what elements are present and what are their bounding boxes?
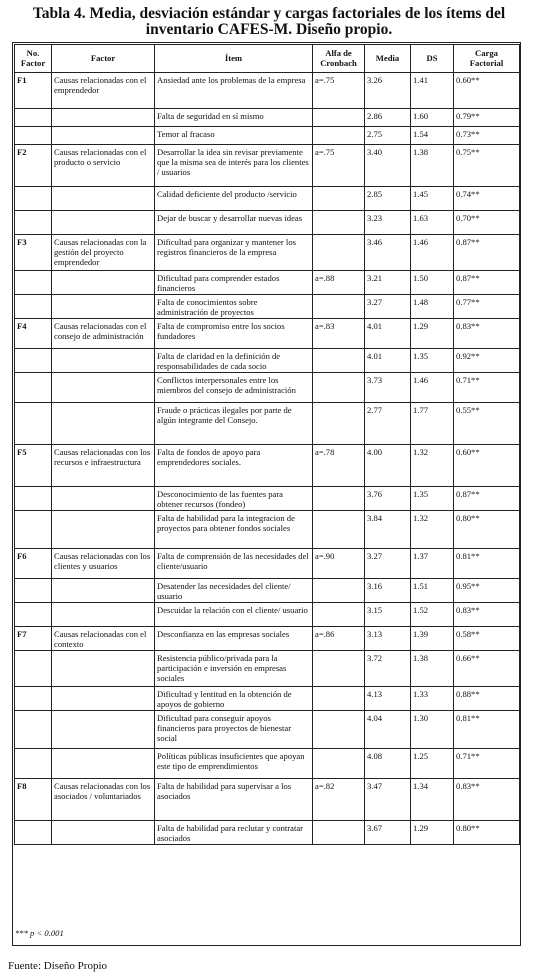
cell-carga: 0.73** — [454, 127, 520, 145]
cell-factor-number: F3 — [15, 235, 52, 271]
cell-media: 3.27 — [365, 549, 411, 579]
cell-ds: 1.77 — [411, 403, 454, 445]
table-row — [15, 403, 520, 445]
cell-item: Desatender las necesidades del cliente/ usuario — [155, 579, 313, 603]
cell-item: Desarrollar la idea sin revisar previamente que la misma sea de interés para los clientes / usuarios — [155, 145, 313, 187]
header-ds: DS — [411, 45, 454, 73]
cell-item: Descuidar la relación con el cliente/ usuario — [155, 603, 313, 627]
cell-factor-number — [15, 295, 52, 319]
cell-item: Resistencia público/privada para la participación e inversión en empresas sociales — [155, 651, 313, 687]
cell-media: 2.77 — [365, 403, 411, 445]
cell-media: 4.08 — [365, 749, 411, 779]
cell-factor-name — [52, 349, 155, 373]
cell-item: Desconocimiento de las fuentes para obtener recursos (fondeo) — [155, 487, 313, 511]
cell-item: Dificultad para conseguir apoyos financieros para proyectos de bienestar social — [155, 711, 313, 749]
cell-media: 2.75 — [365, 127, 411, 145]
cell-item: Fraude o prácticas ilegales por parte de algún integrante del Consejo. — [155, 403, 313, 445]
cell-factor-name — [52, 187, 155, 211]
cell-media: 4.04 — [365, 711, 411, 749]
cell-item: Falta de seguridad en sí mismo — [155, 109, 313, 127]
cell-factor-number — [15, 373, 52, 403]
cell-media: 3.27 — [365, 295, 411, 319]
cell-carga: 0.87** — [454, 235, 520, 271]
table-row — [15, 749, 520, 779]
cell-factor-number — [15, 821, 52, 845]
cell-factor-number: F4 — [15, 319, 52, 349]
cell-media: 3.26 — [365, 73, 411, 109]
cell-alfa — [313, 487, 365, 511]
table-row — [15, 145, 520, 187]
cell-factor-name — [52, 403, 155, 445]
cell-factor-name — [52, 651, 155, 687]
cell-factor-name — [52, 603, 155, 627]
cell-ds: 1.29 — [411, 319, 454, 349]
cell-factor-name — [52, 295, 155, 319]
cell-carga: 0.87** — [454, 271, 520, 295]
cell-alfa: a=.88 — [313, 271, 365, 295]
cell-factor-number: F5 — [15, 445, 52, 487]
cell-factor-number — [15, 187, 52, 211]
cell-carga: 0.66** — [454, 651, 520, 687]
cell-alfa — [313, 127, 365, 145]
cell-carga: 0.60** — [454, 445, 520, 487]
cell-carga: 0.95** — [454, 579, 520, 603]
cell-carga: 0.88** — [454, 687, 520, 711]
cell-factor-number — [15, 711, 52, 749]
table-row — [15, 603, 520, 627]
cell-factor-number — [15, 651, 52, 687]
table-row — [15, 235, 520, 271]
cell-factor-name: Causas relacionadas con el consejo de administración — [52, 319, 155, 349]
cell-carga: 0.77** — [454, 295, 520, 319]
cell-alfa: a=.86 — [313, 627, 365, 651]
cell-alfa — [313, 711, 365, 749]
significance-note: *** p < 0.001 — [15, 928, 64, 938]
cell-alfa — [313, 349, 365, 373]
table-body — [15, 73, 520, 845]
cell-factor-name: Causas relacionadas con el contexto — [52, 627, 155, 651]
cell-ds: 1.35 — [411, 487, 454, 511]
cell-ds: 1.46 — [411, 373, 454, 403]
cell-alfa — [313, 187, 365, 211]
cell-carga: 0.83** — [454, 319, 520, 349]
cell-alfa: a=.90 — [313, 549, 365, 579]
cell-factor-name: Causas relacionadas con el emprendedor — [52, 73, 155, 109]
cell-ds: 1.51 — [411, 579, 454, 603]
cell-item: Desconfianza en las empresas sociales — [155, 627, 313, 651]
cell-media: 3.84 — [365, 511, 411, 549]
cell-media: 3.47 — [365, 779, 411, 821]
cell-alfa: a=.82 — [313, 779, 365, 821]
cell-alfa — [313, 687, 365, 711]
cell-factor-name: Causas relacionadas con los clientes y usuarios — [52, 549, 155, 579]
cell-factor-name — [52, 821, 155, 845]
cell-carga: 0.81** — [454, 549, 520, 579]
cell-ds: 1.46 — [411, 235, 454, 271]
cell-ds: 1.29 — [411, 821, 454, 845]
table-row — [15, 187, 520, 211]
cell-alfa: a=.78 — [313, 445, 365, 487]
table-row — [15, 579, 520, 603]
cell-factor-number — [15, 511, 52, 549]
table-row — [15, 295, 520, 319]
cell-factor-name — [52, 687, 155, 711]
cell-alfa — [313, 511, 365, 549]
cell-factor-number: F1 — [15, 73, 52, 109]
cell-carga: 0.79** — [454, 109, 520, 127]
cell-alfa — [313, 109, 365, 127]
cell-media: 3.40 — [365, 145, 411, 187]
cell-factor-number — [15, 403, 52, 445]
table-row — [15, 211, 520, 235]
cell-factor-number — [15, 127, 52, 145]
cell-media: 4.01 — [365, 319, 411, 349]
cell-factor-name: Causas relacionadas con el producto o servicio — [52, 145, 155, 187]
cell-ds: 1.45 — [411, 187, 454, 211]
cell-carga: 0.80** — [454, 511, 520, 549]
cell-item: Falta de comprensión de las necesidades del cliente/usuario — [155, 549, 313, 579]
table-row — [15, 487, 520, 511]
cell-item: Políticas públicas insuficientes que apoyan este tipo de emprendimientos — [155, 749, 313, 779]
cell-ds: 1.48 — [411, 295, 454, 319]
cell-media: 3.72 — [365, 651, 411, 687]
cell-media: 3.23 — [365, 211, 411, 235]
cell-item: Falta de habilidad para supervisar a los asociados — [155, 779, 313, 821]
cell-alfa: a=.75 — [313, 145, 365, 187]
cell-media: 3.73 — [365, 373, 411, 403]
table-row — [15, 711, 520, 749]
cell-item: Temor al fracaso — [155, 127, 313, 145]
cell-factor-number: F8 — [15, 779, 52, 821]
cell-item: Calidad deficiente del producto /servicio — [155, 187, 313, 211]
table-row — [15, 109, 520, 127]
cell-factor-name — [52, 211, 155, 235]
cell-factor-name — [52, 711, 155, 749]
cell-media: 4.13 — [365, 687, 411, 711]
table-row — [15, 271, 520, 295]
table-row — [15, 651, 520, 687]
cell-media: 3.21 — [365, 271, 411, 295]
cell-carga: 0.83** — [454, 779, 520, 821]
table-header-row — [15, 45, 520, 73]
cell-alfa — [313, 603, 365, 627]
cell-item: Dejar de buscar y desarrollar nuevas ideas — [155, 211, 313, 235]
cell-media: 4.01 — [365, 349, 411, 373]
cell-media: 3.46 — [365, 235, 411, 271]
cell-item: Falta de claridad en la definición de responsabilidades de cada socio — [155, 349, 313, 373]
header-no-factor: No. Factor — [15, 45, 52, 73]
cell-factor-number — [15, 109, 52, 127]
table-title-line-2: inventario CAFES-M. Diseño propio. — [145, 21, 393, 38]
table-row — [15, 319, 520, 349]
table-title-line-1: Tabla 4. Media, desviación estándar y cargas factoriales de los ítems del — [32, 5, 506, 22]
cell-factor-number: F7 — [15, 627, 52, 651]
header-media: Media — [365, 45, 411, 73]
cell-factor-name — [52, 373, 155, 403]
cell-factor-name — [52, 127, 155, 145]
table-row — [15, 687, 520, 711]
cell-ds: 1.38 — [411, 145, 454, 187]
cell-ds: 1.38 — [411, 651, 454, 687]
cell-alfa — [313, 651, 365, 687]
cell-item: Dificultad y lentitud en la obtención de apoyos de gobierno — [155, 687, 313, 711]
cell-factor-name: Causas relacionadas con los recursos e infraestructura — [52, 445, 155, 487]
cell-alfa — [313, 211, 365, 235]
cell-media: 3.16 — [365, 579, 411, 603]
cell-factor-number: F2 — [15, 145, 52, 187]
table-row — [15, 511, 520, 549]
cell-factor-number — [15, 603, 52, 627]
cell-factor-name — [52, 579, 155, 603]
table-title — [4, 6, 534, 38]
cell-ds: 1.32 — [411, 445, 454, 487]
cell-factor-number — [15, 271, 52, 295]
cell-item: Dificultad para comprender estados financieros — [155, 271, 313, 295]
header-carga: Carga Factorial — [454, 45, 520, 73]
cell-alfa — [313, 403, 365, 445]
cell-ds: 1.54 — [411, 127, 454, 145]
cell-media: 2.85 — [365, 187, 411, 211]
table-row — [15, 627, 520, 651]
cell-carga: 0.74** — [454, 187, 520, 211]
cell-media: 3.67 — [365, 821, 411, 845]
cell-factor-number — [15, 687, 52, 711]
cell-media: 3.13 — [365, 627, 411, 651]
cell-carga: 0.71** — [454, 749, 520, 779]
cell-ds: 1.25 — [411, 749, 454, 779]
cell-item: Falta de habilidad para reclutar y contratar asociados — [155, 821, 313, 845]
cell-factor-name — [52, 271, 155, 295]
cell-media: 2.86 — [365, 109, 411, 127]
cell-media: 3.15 — [365, 603, 411, 627]
cell-item: Falta de habilidad para la integracion de proyectos para obtener fondos sociales — [155, 511, 313, 549]
cell-carga: 0.80** — [454, 821, 520, 845]
cell-carga: 0.55** — [454, 403, 520, 445]
cell-alfa — [313, 235, 365, 271]
factor-loadings-table — [14, 44, 520, 845]
cell-carga: 0.87** — [454, 487, 520, 511]
cell-ds: 1.34 — [411, 779, 454, 821]
table-row — [15, 373, 520, 403]
cell-factor-number — [15, 349, 52, 373]
cell-carga: 0.58** — [454, 627, 520, 651]
cell-ds: 1.52 — [411, 603, 454, 627]
cell-alfa: a=.75 — [313, 73, 365, 109]
cell-factor-number — [15, 579, 52, 603]
cell-alfa — [313, 373, 365, 403]
cell-factor-name — [52, 109, 155, 127]
cell-factor-number: F6 — [15, 549, 52, 579]
header-factor: Factor — [52, 45, 155, 73]
cell-alfa — [313, 295, 365, 319]
table-row — [15, 127, 520, 145]
cell-factor-name — [52, 487, 155, 511]
table-row — [15, 821, 520, 845]
table-row — [15, 445, 520, 487]
cell-ds: 1.63 — [411, 211, 454, 235]
cell-item: Falta de fondos de apoyo para emprendedores sociales. — [155, 445, 313, 487]
cell-factor-name: Causas relacionadas con la gestión del proyecto emprendedor — [52, 235, 155, 271]
source-caption: Fuente: Diseño Propio — [8, 960, 107, 972]
cell-carga: 0.75** — [454, 145, 520, 187]
cell-factor-name: Causas relacionadas con los asociados / voluntariados — [52, 779, 155, 821]
cell-carga: 0.83** — [454, 603, 520, 627]
cell-ds: 1.60 — [411, 109, 454, 127]
cell-alfa — [313, 821, 365, 845]
cell-factor-name — [52, 511, 155, 549]
table-row — [15, 779, 520, 821]
table-row — [15, 549, 520, 579]
table-row — [15, 73, 520, 109]
cell-carga: 0.71** — [454, 373, 520, 403]
cell-item: Falta de compromiso entre los socios fundadores — [155, 319, 313, 349]
cell-factor-number — [15, 749, 52, 779]
cell-item: Dificultad para organizar y mantener los registros financieros de la empresa — [155, 235, 313, 271]
cell-alfa — [313, 579, 365, 603]
cell-factor-name — [52, 749, 155, 779]
cell-alfa — [313, 749, 365, 779]
cell-ds: 1.33 — [411, 687, 454, 711]
cell-carga: 0.81** — [454, 711, 520, 749]
cell-item: Ansiedad ante los problemas de la empresa — [155, 73, 313, 109]
cell-factor-number — [15, 211, 52, 235]
cell-ds: 1.50 — [411, 271, 454, 295]
table-row — [15, 349, 520, 373]
header-alfa: Alfa de Cronbach — [313, 45, 365, 73]
cell-media: 4.00 — [365, 445, 411, 487]
cell-ds: 1.35 — [411, 349, 454, 373]
cell-item: Falta de conocimientos sobre administración de proyectos — [155, 295, 313, 319]
cell-ds: 1.32 — [411, 511, 454, 549]
cell-item: Conflictos interpersonales entre los miembros del consejo de administración — [155, 373, 313, 403]
cell-alfa: a=.83 — [313, 319, 365, 349]
header-item: Ítem — [155, 45, 313, 73]
cell-ds: 1.37 — [411, 549, 454, 579]
cell-ds: 1.30 — [411, 711, 454, 749]
cell-ds: 1.41 — [411, 73, 454, 109]
cell-carga: 0.60** — [454, 73, 520, 109]
cell-carga: 0.70** — [454, 211, 520, 235]
cell-carga: 0.92** — [454, 349, 520, 373]
cell-factor-number — [15, 487, 52, 511]
cell-ds: 1.39 — [411, 627, 454, 651]
cell-media: 3.76 — [365, 487, 411, 511]
